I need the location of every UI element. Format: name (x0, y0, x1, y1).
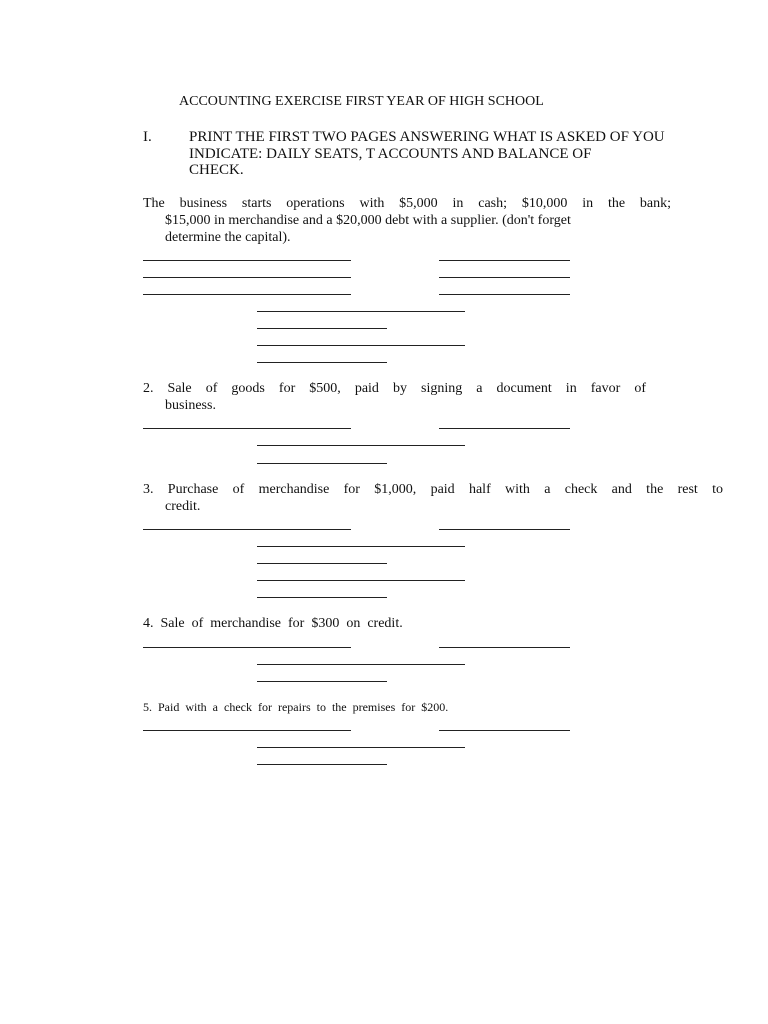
answer-line[interactable] (439, 529, 570, 530)
instruction-line: PRINT THE FIRST TWO PAGES ANSWERING WHAT IS ASKED OF YOU (189, 129, 665, 145)
answer-line[interactable] (257, 362, 387, 363)
answer-line[interactable] (143, 277, 351, 278)
answer-line[interactable] (257, 328, 387, 329)
page-title: ACCOUNTING EXERCISE FIRST YEAR OF HIGH SCHOOL (179, 94, 544, 109)
answer-line[interactable] (257, 764, 387, 765)
section-number: I. (143, 129, 152, 145)
answer-line[interactable] (439, 294, 570, 295)
exercise-4-text: 4. Sale of merchandise for $300 on credit. (143, 616, 403, 631)
exercise-1-text: The business starts operations with $5,000 in cash; $10,000 in the bank; (143, 196, 671, 211)
answer-line[interactable] (439, 730, 570, 731)
instruction-line: CHECK. (189, 162, 244, 178)
answer-line[interactable] (257, 463, 387, 464)
answer-line[interactable] (257, 681, 387, 682)
answer-line[interactable] (257, 747, 465, 748)
exercise-3-text: credit. (165, 499, 201, 514)
answer-line[interactable] (257, 311, 465, 312)
answer-line[interactable] (143, 260, 351, 261)
exercise-2-text: 2. Sale of goods for $500, paid by signing a document in favor of (143, 381, 646, 396)
answer-line[interactable] (439, 277, 570, 278)
answer-line[interactable] (439, 647, 570, 648)
answer-line[interactable] (143, 730, 351, 731)
exercise-1-text: determine the capital). (165, 230, 291, 245)
answer-line[interactable] (143, 428, 351, 429)
answer-line[interactable] (257, 546, 465, 547)
answer-line[interactable] (143, 647, 351, 648)
answer-line[interactable] (439, 260, 570, 261)
answer-line[interactable] (257, 664, 465, 665)
answer-line[interactable] (257, 580, 465, 581)
exercise-2-text: business. (165, 398, 216, 413)
answer-line[interactable] (257, 445, 465, 446)
answer-line[interactable] (143, 529, 351, 530)
exercise-1-text: $15,000 in merchandise and a $20,000 debt with a supplier. (don't forget (165, 213, 571, 228)
instruction-line: INDICATE: DAILY SEATS, T ACCOUNTS AND BALANCE OF (189, 146, 592, 162)
answer-line[interactable] (257, 345, 465, 346)
answer-line[interactable] (439, 428, 570, 429)
exercise-5-text: 5. Paid with a check for repairs to the premises for $200. (143, 700, 449, 714)
answer-line[interactable] (143, 294, 351, 295)
exercise-3-text: 3. Purchase of merchandise for $1,000, paid half with a check and the rest to (143, 482, 723, 497)
answer-line[interactable] (257, 597, 387, 598)
answer-line[interactable] (257, 563, 387, 564)
